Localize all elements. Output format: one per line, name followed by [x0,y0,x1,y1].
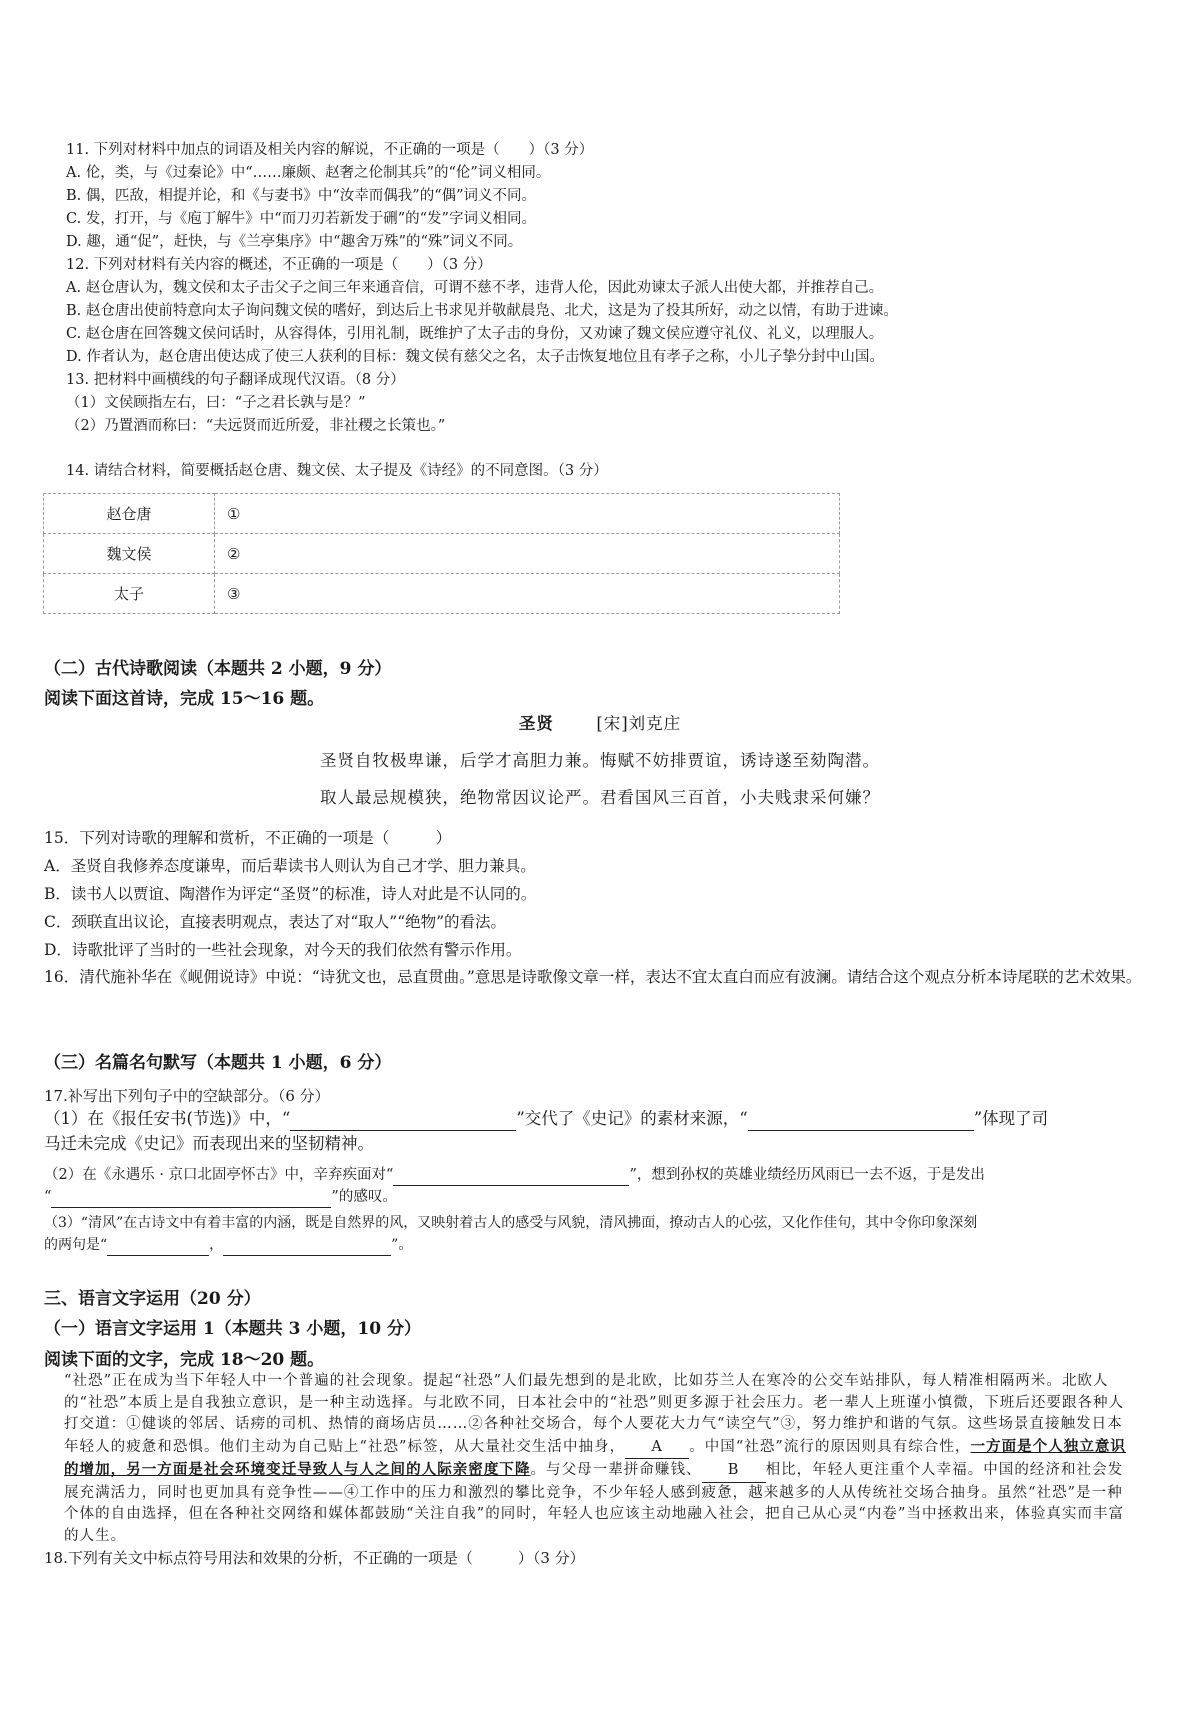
table-row [44,494,840,534]
q15-option-b: B．读书人以贾谊、陶潜作为评定“圣贤”的标准，诗人对此是不认同的。 [44,885,537,903]
q11-option-c: C. 发，打开，与《庖丁解牛》中“而刀刃若新发于硎”的“发”字词义相同。 [66,211,536,227]
fill-blank[interactable] [51,1191,331,1208]
table-row [44,534,840,574]
underlined-sentence: 一方面是个人独立意识的增加，另一方面是社会环境变迁导致人与人之间的人际亲密度下降 [64,1437,1126,1478]
row-label: 赵仓唐 [44,494,215,534]
q17-item-1-line-1: （1）在《报任安书(节选)》中，“ ”交代了《史记》的素材来源，“ ”体现了司 [44,1107,1048,1131]
poem-author: [宋]刘克庄 [596,714,682,733]
q11-option-b: B. 偶，匹敌，相提并论，和《与妻书》中“汝幸而偶我”的“偶”词义不同。 [66,188,537,204]
row-label: 魏文侯 [44,534,215,574]
table-row [44,574,840,614]
q17-item-1-line-2: 马迁未完成《史记》而表现出来的坚韧精神。 [44,1134,374,1153]
fill-blank-b[interactable]: B [702,1460,766,1483]
q12-option-c: C. 赵仓唐在回答魏文侯问话时，从容得体，引用礼制，既维护了太子击的身份，又劝谏了魏文侯应遵守礼仪、礼义，以理服人。 [66,326,884,342]
q15-option-c: C．颈联直出议论，直接表明观点，表达了对“取人”“绝物”的看法。 [44,913,507,931]
q13-sentence-1: （1）文侯顾指左右，曰：“子之君长孰与是？” [66,395,366,411]
q15-option-d: D．诗歌批评了当时的一些社会现象，对今天的我们依然有警示作用。 [44,941,522,959]
answer-cell[interactable]: ② [215,534,840,574]
q14-answer-table [43,493,840,614]
q15-option-a: A．圣贤自我修养态度谦卑，而后辈读书人则认为自己才学、胆力兼具。 [44,857,536,875]
section-heading-language-1: （一）语言文字运用 1（本题共 3 小题，10 分） [44,1319,421,1339]
section-instruction-language: 阅读下面的文字，完成 18～20 题。 [44,1350,325,1370]
q17-item-3-line-2: 的两句是“ ， ”。 [44,1234,412,1256]
fill-blank[interactable] [290,1114,516,1131]
section-heading-recitation: （三）名篇名句默写（本题共 1 小题，6 分） [44,1053,392,1073]
fill-blank[interactable] [223,1239,391,1256]
part-heading-language: 三、语言文字运用（20 分） [44,1289,261,1309]
q11-option-a: A. 伦，类，与《过秦论》中“……廉颇、赵奢之伦制其兵”的“伦”词义相同。 [66,165,551,181]
fill-blank[interactable] [107,1239,209,1256]
q14-stem: 14. 请结合材料，简要概括赵仓唐、魏文侯、太子提及《诗经》的不同意图。（3 分） [66,463,608,479]
section-instruction-poetry: 阅读下面这首诗，完成 15～16 题。 [44,689,325,709]
q13-stem: 13. 把材料中画横线的句子翻译成现代汉语。（8 分） [66,372,405,388]
fill-blank[interactable] [393,1169,629,1186]
q11-stem: 11. 下列对材料中加点的词语及相关内容的解说，不正确的一项是（ ）（3 分） [66,142,594,158]
fill-blank[interactable] [748,1114,974,1131]
q17-item-3-line-1: （3）“清风”在古诗文中有着丰富的内涵，既是自然界的风，又映射着古人的感受与风貌，清风拂面，撩动古人的心弦，又化作佳句，其中令你印象深刻 [44,1215,978,1231]
q12-option-a: A. 赵仓唐认为，魏文侯和太子击父子之间三年来通音信，可谓不慈不孝，违背人伦，因此劝谏太子派人出使大都，并推荐自己。 [66,280,884,296]
q12-option-d: D. 作者认为，赵仓唐出使达成了使三人获利的目标：魏文侯有慈父之名，太子击恢复地位且有孝子之称，小儿子挚分封中山国。 [66,349,884,365]
fill-blank-a[interactable]: A [625,1437,689,1460]
q12-stem: 12. 下列对材料有关内容的概述，不正确的一项是（ ）（3 分） [66,257,492,273]
answer-cell[interactable]: ③ [215,574,840,614]
q15-stem: 15．下列对诗歌的理解和赏析，不正确的一项是（ ） [44,829,452,847]
q13-sentence-2: （2）乃置酒而称曰：“夫远贤而近所爱，非社稷之长策也。” [66,418,446,434]
section-heading-poetry: （二）古代诗歌阅读（本题共 2 小题，9 分） [44,659,392,679]
poem-title: 圣贤 [518,714,554,733]
poem-line-2: 取人最忌规模狭，绝物常因议论严。君看国风三百首，小夫贱隶采何嫌？ [320,788,880,807]
q12-option-b: B. 赵仓唐出使前特意向太子询问魏文侯的嗜好，到达后上书求见并敬献晨凫、北犬，这是为了投其所好，动之以情，有助于进谏。 [66,303,898,319]
q16-text: 16．清代施补华在《岘佣说诗》中说：“诗犹文也，忌直贯曲。”意思是诗歌像文章一样，表达不宜太直白而应有波澜。请结合这个观点分析本诗尾联的艺术效果。 [44,968,1142,986]
q17-stem: 17.补写出下列句子中的空缺部分。（6 分） [44,1087,330,1105]
poem-line-1: 圣贤自牧极卑谦，后学才高胆力兼。悔赋不妨排贾谊，诱诗遂至劾陶潜。 [320,751,880,770]
q18-stem: 18.下列有关文中标点符号用法和效果的分析，不正确的一项是（ ）（3 分） [44,1549,585,1567]
q11-option-d: D. 趣，通“促”，赶快，与《兰亭集序》中“趣舍万殊”的“殊”词义不同。 [66,234,523,250]
reading-passage: “社恐”正在成为当下年轻人中一个普遍的社会现象。提起“社恐”人们最先想到的是北欧，比如芬兰人在寒冷的公交车站排队，每人精准相隔两米。北欧人的“社恐”本质上是自我独立意识，是一种主动选择。与北欧不同，日本社会中的“社恐”则更多源于社会压力。老一辈人上班谨小慎微，下班后还要跟各种人打交道：①健谈的邻居、话痨的司机、热情的商场店员……②各种社交场合，每个人要花大力气“读空气”③，努力维护和谐的气氛。这些场景直接触发日本年轻人的疲惫和恐惧。他们主动为自己贴上“社恐”标签，从大量社交生活中抽身， A 。中国“社恐”流行的原因则具有综合性，一方面是个人独立意识的增加，另一方面是社会环境变迁导致人与人之间的人际亲密度下降。与父母一辈拼命赚钱、 B 相比，年轻人更注重个人幸福。中国的经济和社会发展充满活力，同时也更加具有竞争性——④工作中的压力和激烈的攀比竞争，不少年轻人感到疲惫，越来越多的人从传统社交场合抽身。虽然“社恐”是一种个体的自由选择，但在各种社交网络和媒体都鼓励“关注自我”的同时，年轻人也应该主动地融入社会，把自己从心灵“内卷”当中拯救出来，体验真实而丰富的人生。 [64,1373,1126,1544]
poem-header [0,712,1200,736]
row-label: 太子 [44,574,215,614]
q17-item-2-line-1: （2）在《永遇乐 · 京口北固亭怀古》中，辛弃疾面对“ ”，想到孙权的英雄业绩经历风雨已一去不返，于是发出 [44,1164,985,1186]
q17-item-2-line-2: “ ”的感叹。 [44,1186,397,1208]
answer-cell[interactable]: ① [215,494,840,534]
